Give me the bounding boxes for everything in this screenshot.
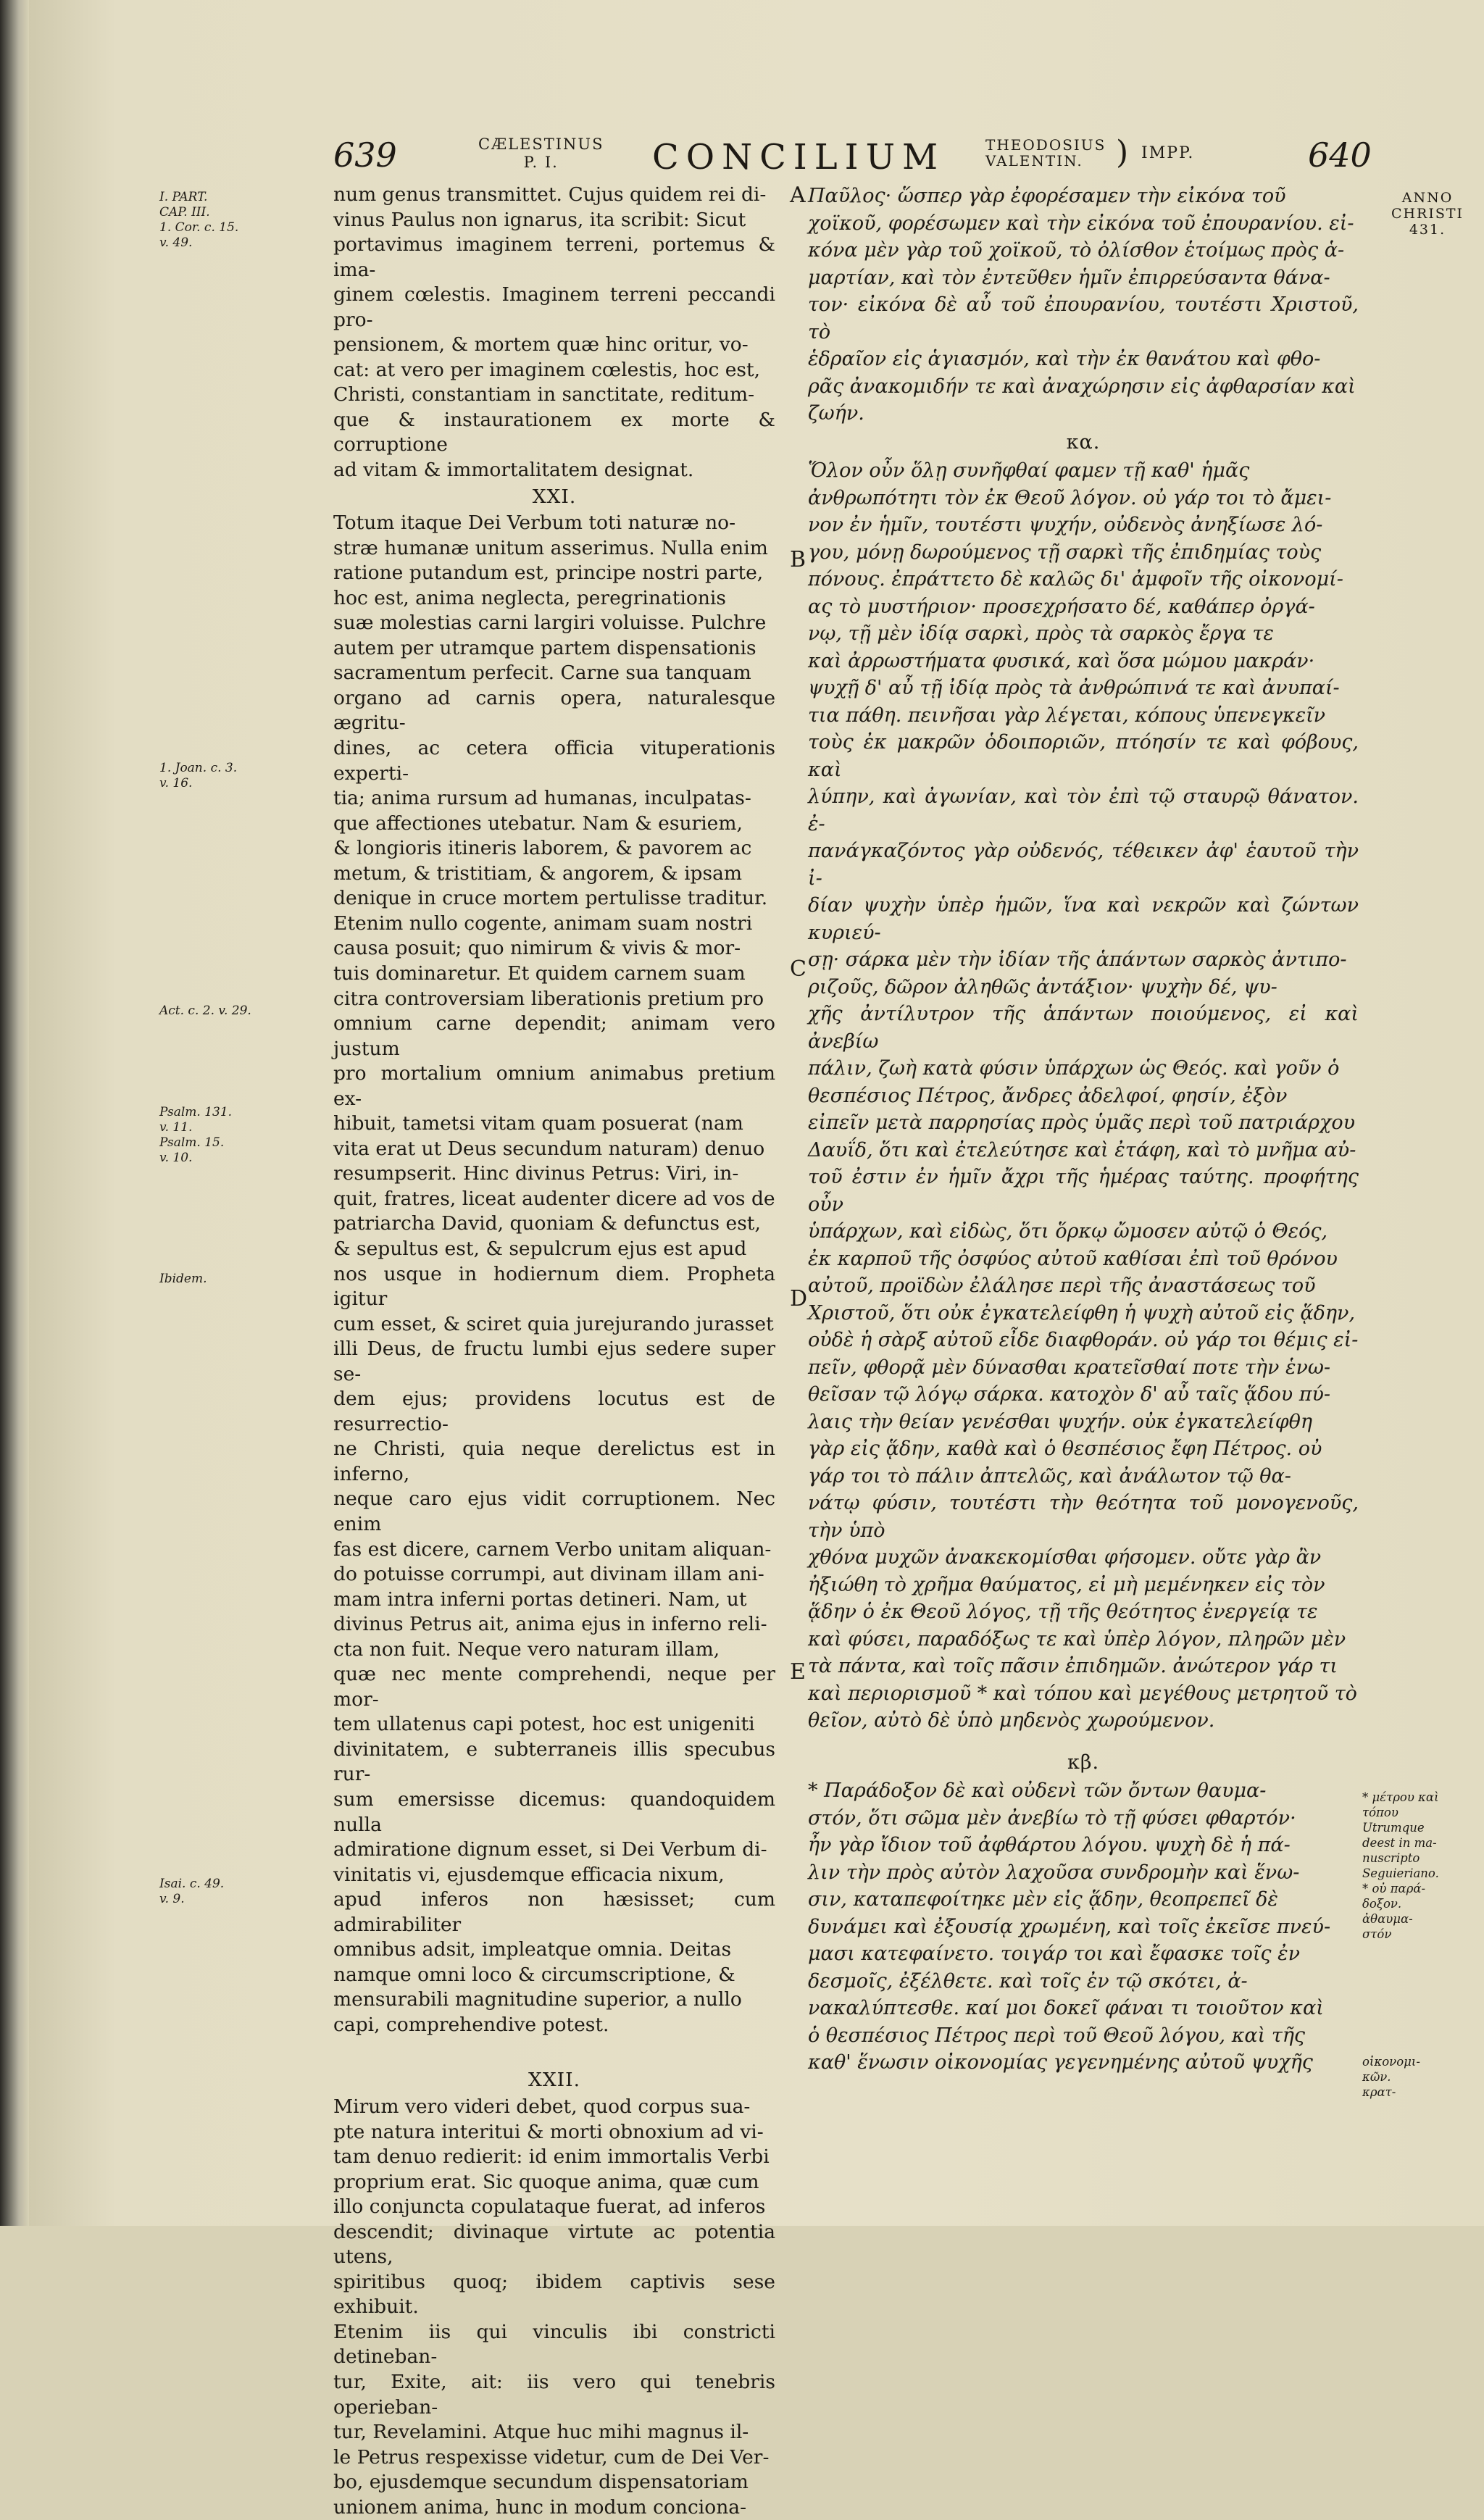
section-letter-e: E bbox=[790, 1659, 806, 1685]
header-brace: ) bbox=[1116, 134, 1129, 171]
book-binding bbox=[0, 0, 29, 2226]
margin-note-ibidem: Ibidem. bbox=[159, 1272, 207, 1286]
right-margin-note-variant: * μέτρου καὶ τόπου Utrumque deest in ma- nuscripto Seguieriano. * οὐ παρά- δοξον. ἀθαυμα- στόν bbox=[1362, 1790, 1439, 1941]
margin-note-act: Act. c. 2. v. 29. bbox=[159, 1004, 251, 1018]
greek-section-heading-22: κβ. bbox=[1067, 1751, 1100, 1774]
greek-paragraph-2: Ὅλον οὖν ὅλῃ συνῆφθαί φαμεν τῇ καθ' ἡμᾶς ἀνθρωπότητι τὸν ἐκ Θεοῦ λόγον. οὐ γάρ τοι τὸ ἄμει- νον ἐν ἡμῖν, τουτέστι ψυχήν, οὐδενὸς ἀνηξίωσε λό- γου, μόνῃ δωρούμενος τῇ σαρκὶ τῆς ἐπιδημίας τοὺς πόνους. ἐπράττετο δὲ καλῶς δι' ἀμφοῖν τῆς οἰκονομί- ας τὸ μυστήριον· προσεχρήσατο δέ, καθάπερ ὀργά- νῳ, τῇ μὲν ἰδίᾳ σαρκὶ, πρὸς τὰ σαρκὸς ἔργα τε καὶ ἀρρωστήματα φυσικά, καὶ ὅσα μώμου μακράν· ψυχῇ δ' αὖ τῇ ἰδίᾳ πρὸς τὰ ἀνθρώπινά τε καὶ ἀνυπαί- τια πάθη. πεινῆσαι γὰρ λέγεται, κόπους ὑπενεγκεῖν τοὺς ἐκ μακρῶν ὁδοιποριῶν, πτόησίν τε καὶ φόβους, καὶ λύπην, καὶ ἀγωνίαν, καὶ τὸν ἐπὶ τῷ σταυρῷ θάνατον. ἐ- πανάγκαζόντος γὰρ οὐδενός, τέθεικεν ἀφ' ἑαυτοῦ τὴν ἰ- δίαν ψυχὴν ὑπὲρ ἡμῶν, ἵνα καὶ νεκρῶν καὶ ζώντων κυριεύ- σῃ· σάρκα μὲν τὴν ἰδίαν τῆς ἁπάντων σαρκὸς ἀντιπο- ριζοῦς, δῶρον ἀληθῶς ἀντάξιον· ψυχὴν δέ, ψυ- χῆς ἀντίλυτρον τῆς ἁπάντων ποιούμενος, εἰ καὶ ἀνεβίω πάλιν, ζωὴ κατὰ φύσιν ὑπάρχων ὡς Θεός. καὶ γοῦν ὁ θεσπέσιος Πέτρος, ἄνδρες ἀδελφοί, φησίν, ἐξὸν εἰπεῖν μετὰ παρρησίας πρὸς ὑμᾶς περὶ τοῦ πατριάρχου Δαυΐδ, ὅτι καὶ ἐτελεύτησε καὶ ἐτάφη, καὶ τὸ μνῆμα αὐ- τοῦ ἐστιν ἐν ἡμῖν ἄχρι τῆς ἡμέρας ταύτης. προφήτης οὖν ὑπάρχων, καὶ εἰδὼς, ὅτι ὅρκῳ ὤμοσεν αὐτῷ ὁ Θεός, ἐκ καρποῦ τῆς ὀσφύος αὐτοῦ καθίσαι ἐπὶ τοῦ θρόνου αὐτοῦ, προϊδὼν ἐλάλησε περὶ τῆς ἀναστάσεως τοῦ Χριστοῦ, ὅτι οὐκ ἐγκατελείφθη ἡ ψυχὴ αὐτοῦ εἰς ᾅδην, οὐδὲ ἡ σὰρξ αὐτοῦ εἶδε διαφθοράν. οὐ γάρ τοι θέμις εἰ- πεῖν, φθορᾷ μὲν δύνασθαι κρατεῖσθαί ποτε τὴν ἑνω- θεῖσαν τῷ λόγῳ σάρκα. κατοχὸν δ' αὖ ταῖς ᾅδου πύ- λαις τὴν θείαν γενέσθαι ψυχήν. οὐκ ἐγκατελείφθη γὰρ εἰς ᾅδην, καθὰ καὶ ὁ θεσπέσιος ἔφη Πέτρος. οὐ γάρ τοι τὸ πάλιν ἀπτελῶς, καὶ ἀνάλωτον τῷ θα- νάτῳ φύσιν, τουτέστι τὴν θεότητα τοῦ μονογενοῦς, τὴν ὑπὸ χθόνα μυχῶν ἀνακεκομίσθαι φήσομεν. οὔτε γὰρ ἂν ἠξιώθη τὸ χρῆμα θαύματος, εἰ μὴ μεμένηκεν εἰς τὸν ᾅδην ὁ ἐκ Θεοῦ λόγος, τῇ τῆς θεότητος ἐνεργείᾳ τε καὶ φύσει, παραδόξως τε καὶ ὑπὲρ λόγον, πληρῶν μὲν τὰ πάντα, καὶ τοῖς πᾶσιν ἐπιδημῶν. ἀνώτερον γάρ τι καὶ περιορισμοῦ * καὶ τόπου καὶ μεγέθους μετρητοῦ τὸ θεῖον, αὐτὸ δὲ ὑπὸ μηδενὸς χωρούμενον. bbox=[808, 459, 1359, 1732]
section-heading-21: XXI. bbox=[532, 485, 577, 508]
book-page bbox=[29, 0, 1484, 2519]
margin-note-psalm: Psalm. 131. v. 11. Psalm. 15. v. 10. bbox=[159, 1105, 233, 1165]
section-heading-22: XXII. bbox=[528, 2069, 581, 2092]
section-letter-a: A bbox=[790, 183, 806, 208]
header-impp: IMPP. bbox=[1141, 144, 1195, 162]
latin-column bbox=[333, 183, 775, 2520]
margin-note-part: I. PART. CAP. III. 1. Cor. c. 15. v. 49. bbox=[159, 190, 239, 250]
anno-christi-note: ANNO CHRISTI 431. bbox=[1391, 190, 1464, 238]
latin-paragraph-2: Totum itaque Dei Verbum toti naturæ no- stræ humanæ unitum asserimus. Nulla enim ratione putandum est, principe nostri parte, hoc est, anima neglecta, peregrinationis suæ molestias carni largiri voluisse. Pulchre autem per utramque partem dispensationis sacramentum perfecit. Carne sua tanquam organo ad carnis opera, naturalesque ægritu- dines, ac cetera officia vituperationis experti- tia; anima rursum ad humanas, inculpatas- que affectiones utebatur. Nam & esuriem, & longioris itineris laborem, & pavorem ac metum, & tristitiam, & angorem, & ipsam denique in cruce mortem pertulisse traditur. Etenim nullo cogente, animam suam nostri causa posuit; quo nimirum & vivis & mor- tuis dominaretur. Et quidem carnem suam citra controversiam liberationis pretium pro omnium carne dependit; animam vero justum pro mortalium omnium animabus pretium ex- hibuit, tametsi vitam quam posuerat (nam vita erat ut Deus secundum naturam) denuo resumpserit. Hinc divinus Petrus: Viri, in- quit, fratres, liceat audenter dicere ad vos de patriarcha David, quoniam & defunctus est, & sepultus est, & sepulcrum ejus est apud nos usque in hodiernum diem. Propheta igitur cum esset, & sciret quia jurejurando jurasset illi Deus, de fructu lumbi ejus sedere super se- dem ejus; providens locutus est de resurrectio- ne Christi, quia neque derelictus est in inferno, neque caro ejus vidit corruptionem. Nec enim fas est dicere, carnem Verbo unitam aliquan- do potuisse corrumpi, aut divinam illam ani- mam intra inferni portas detineri. Nam, ut divinus Petrus ait, anima ejus in inferno reli- cta non fuit. Neque vero naturam illam, quæ nec mente comprehendi, neque per mor- tem ullatenus capi potest, hoc est unigeniti divinitatem, e subterraneis illis specubus rur- sum emersisse dicemus: quandoquidem nulla admiratione dignum esset, si Dei Verbum di- vinitatis vi, ejusdemque efficacia nixum, apud inferos non hæsisset; cum admirabiliter omnibus adsit, impleatque omnia. Deitas namque omni loco & circumscriptione, & mensurabili magnitudine superior, a nullo capi, comprehendive potest. bbox=[333, 512, 775, 2036]
latin-paragraph-3: Mirum vero videri debet, quod corpus sua- pte natura interitui & morti obnoxium ad vi- tam denuo redierit: id enim immortalis Verbi proprium erat. Sic quoque anima, quæ cum illo conjuncta copulataque fuerat, ad inferos descendit; divinaque virtute ac potentia utens, spiritibus quoq; ibidem captivis sese exhibuit. Etenim iis qui vinculis ibi constricti detineban- tur, Exite, ait: iis vero qui tenebris operieban- tur, Revelamini. Atque huc mihi magnus il- le Petrus respexisse videtur, cum de Dei Ver- bo, ejusdemque secundum dispensatoriam unionem anima, hunc in modum conciona- bbox=[333, 2095, 775, 2519]
page-number-right: 640 bbox=[1308, 135, 1372, 175]
margin-note-joan: 1. Joan. c. 3. v. 16. bbox=[159, 761, 238, 790]
header-title: CONCILIUM bbox=[652, 137, 946, 178]
greek-paragraph-3: * Παράδοξον δὲ καὶ οὐδενὶ τῶν ὄντων θαυμα- στόν, ὅτι σῶμα μὲν ἀνεβίω τὸ τῇ φύσει φθαρτόν· ἦν γὰρ ἴδιον τοῦ ἀφθάρτου λόγου. ψυχὴ δὲ ἡ πά- λιν τὴν πρὸς αὐτὸν λαχοῦσα συνδρομὴν καὶ ἕνω- σιν, καταπεφοίτηκε μὲν εἰς ᾅδην, θεοπρεπεῖ δὲ δυνάμει καὶ ἐξουσίᾳ χρωμένη, καὶ τοῖς ἐκεῖσε πνεύ- μασι κατεφαίνετο. τοιγάρ τοι καὶ ἔφασκε τοῖς ἐν δεσμοῖς, ἐξέλθετε. καὶ τοῖς ἐν τῷ σκότει, ἀ- νακαλύπτεσθε. καί μοι δοκεῖ φάναι τι τοιοῦτον καὶ ὁ θεσπέσιος Πέτρος περὶ τοῦ Θεοῦ λόγου, καὶ τῆς καθ' ἕνωσιν οἰκονομίας γεγενημένης αὐτοῦ ψυχῆς bbox=[808, 1780, 1331, 2074]
header-right-label: THEODOSIUS VALENTIN. bbox=[985, 136, 1106, 170]
right-margin-note-oikonomikon: οἰκονομι- κῶν. κρατ- bbox=[1362, 2055, 1420, 2099]
greek-paragraph-1: Παῦλος· ὥσπερ γὰρ ἐφορέσαμεν τὴν εἰκόνα τοῦ χοϊκοῦ, φορέσωμεν καὶ τὴν εἰκόνα τοῦ ἐπουρανίου. εἰ- κόνα μὲν γὰρ τοῦ χοϊκοῦ, τὸ ὀλίσθον ἑτοίμως πρὸς ἁ- μαρτίαν, καὶ τὸν ἐντεῦθεν ἡμῖν ἐπιρρεύσαντα θάνα- τον· εἰκόνα δὲ αὖ τοῦ ἐπουρανίου, τουτέστι Χριστοῦ, τὸ ἑδραῖον εἰς ἁγιασμόν, καὶ τὴν ἐκ θανάτου καὶ φθο- ρᾶς ἀνακομιδήν τε καὶ ἀναχώρησιν εἰς ἀφθαρσίαν καὶ ζωήν. bbox=[808, 185, 1359, 425]
greek-column bbox=[808, 183, 1359, 2077]
margin-note-isai: Isai. c. 49. v. 9. bbox=[159, 1877, 225, 1906]
page-number-left: 639 bbox=[333, 135, 397, 175]
latin-paragraph-1: num genus transmittet. Cujus quidem rei di- vinus Paulus non ignarus, ita scribit: Sicut portavimus imaginem terreni, portemus & ima- ginem cœlestis. Imaginem terreni peccandi pro- pensionem, & mortem quæ hinc oritur, vo- cat: at vero per imaginem cœlestis, hoc est, Christi, constantiam in sanctitate, reditum- que & instaurationem ex morte & corruptione ad vitam & immortalitatem designat. bbox=[333, 183, 775, 482]
section-letter-c: C bbox=[790, 956, 806, 982]
section-letter-d: D bbox=[790, 1286, 808, 1311]
section-letter-b: B bbox=[790, 547, 806, 572]
running-header bbox=[29, 134, 1484, 185]
greek-section-heading-21: κα. bbox=[1066, 430, 1101, 454]
header-left-label: CÆLESTINUS P. I. bbox=[478, 135, 604, 171]
